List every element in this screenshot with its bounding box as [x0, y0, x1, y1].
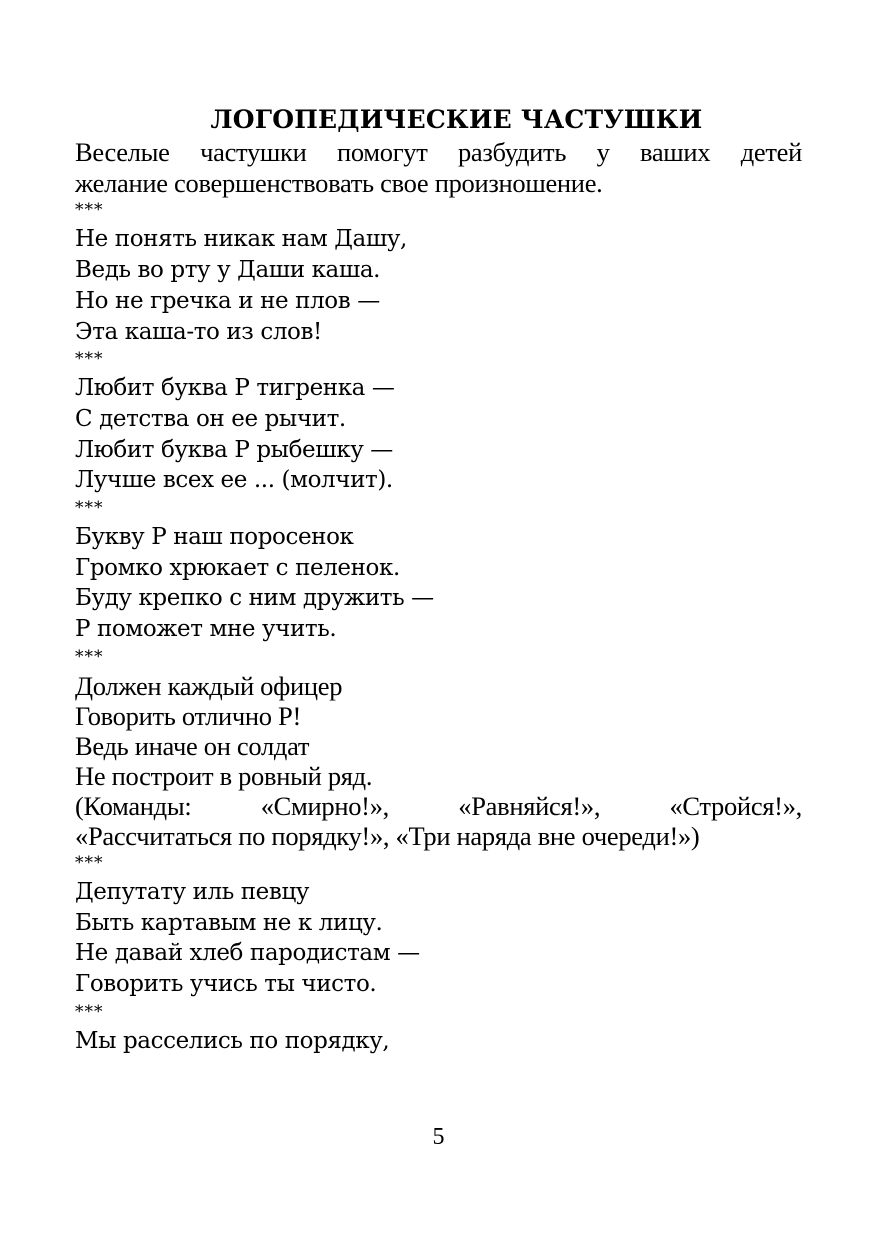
verse-line: Громко хрюкает с пеленок.	[75, 554, 400, 581]
separator: ***	[75, 200, 104, 221]
word: частушки	[200, 137, 307, 167]
word: у	[596, 137, 610, 167]
intro-line-1	[75, 137, 802, 168]
stanza-4	[75, 671, 802, 851]
verse-line: Любит буква Р тигренка —	[75, 375, 395, 402]
verse-line: С детства он ее рычит.	[75, 405, 346, 432]
verse-line: Р поможет мне учить.	[75, 616, 337, 643]
word: ваших	[639, 137, 711, 167]
intro-line-2: желание совершенствовать свое произношение.	[75, 167, 603, 198]
verse-line: Не понять никак нам Дашу,	[75, 226, 407, 253]
verse-line: Мы расселись по порядку,	[75, 1027, 390, 1054]
verse-line: Букву Р наш поросенок	[75, 524, 354, 551]
verse-line: Не построит в ровный ряд.	[75, 760, 373, 791]
intro-paragraph	[75, 137, 802, 198]
stanza-6	[75, 1026, 802, 1057]
verse-line: Любит буква Р рыбешку —	[75, 436, 393, 463]
stanza-1	[75, 224, 802, 347]
verse-line: Должен каждый офицер	[75, 670, 343, 701]
word: разбудить	[457, 137, 567, 167]
page-title: ЛОГОПЕДИЧЕСКИЕ ЧАСТУШКИ	[210, 105, 703, 134]
separator: ***	[75, 1001, 104, 1022]
stanza-3	[75, 522, 802, 645]
verse-line: Но не гречка и не плов —	[75, 287, 380, 314]
word: «Стройся!»,	[669, 790, 802, 821]
page-number: 5	[432, 1124, 445, 1150]
verse-line: Буду крепко с ним дружить —	[75, 585, 434, 612]
document-page	[75, 103, 802, 1056]
word: Веселые	[75, 137, 170, 167]
word: «Равняйся!»,	[458, 790, 601, 821]
stanza-5	[75, 877, 802, 1000]
word: (Команды:	[75, 790, 192, 821]
verse-line: Депутату иль певцу	[75, 878, 309, 905]
verse-line: Эта каша-то из слов!	[75, 318, 322, 345]
verse-line: Ведь во рту у Даши каша.	[75, 257, 381, 284]
verse-line: Лучше всех ее ... (молчит).	[75, 467, 393, 494]
word: «Смирно!»,	[260, 790, 389, 821]
separator: ***	[75, 349, 104, 370]
verse-line: Говорить отлично Р!	[75, 700, 302, 731]
verse-line: Ведь иначе он солдат	[75, 730, 310, 761]
separator: ***	[75, 852, 104, 873]
separator: ***	[75, 646, 104, 667]
verse-line: Говорить учись ты чисто.	[75, 970, 377, 997]
commands-note-line-2: «Рассчитаться по порядку!», «Три наряда вне очереди!»)	[75, 820, 700, 851]
word: помогут	[336, 137, 428, 167]
verse-line: Не давай хлеб пародистам —	[75, 940, 420, 967]
separator: ***	[75, 498, 104, 519]
verse-line: Быть картавым не к лицу.	[75, 909, 383, 936]
commands-note-line-1	[75, 791, 802, 821]
word: детей	[740, 137, 802, 167]
stanza-2	[75, 373, 802, 496]
